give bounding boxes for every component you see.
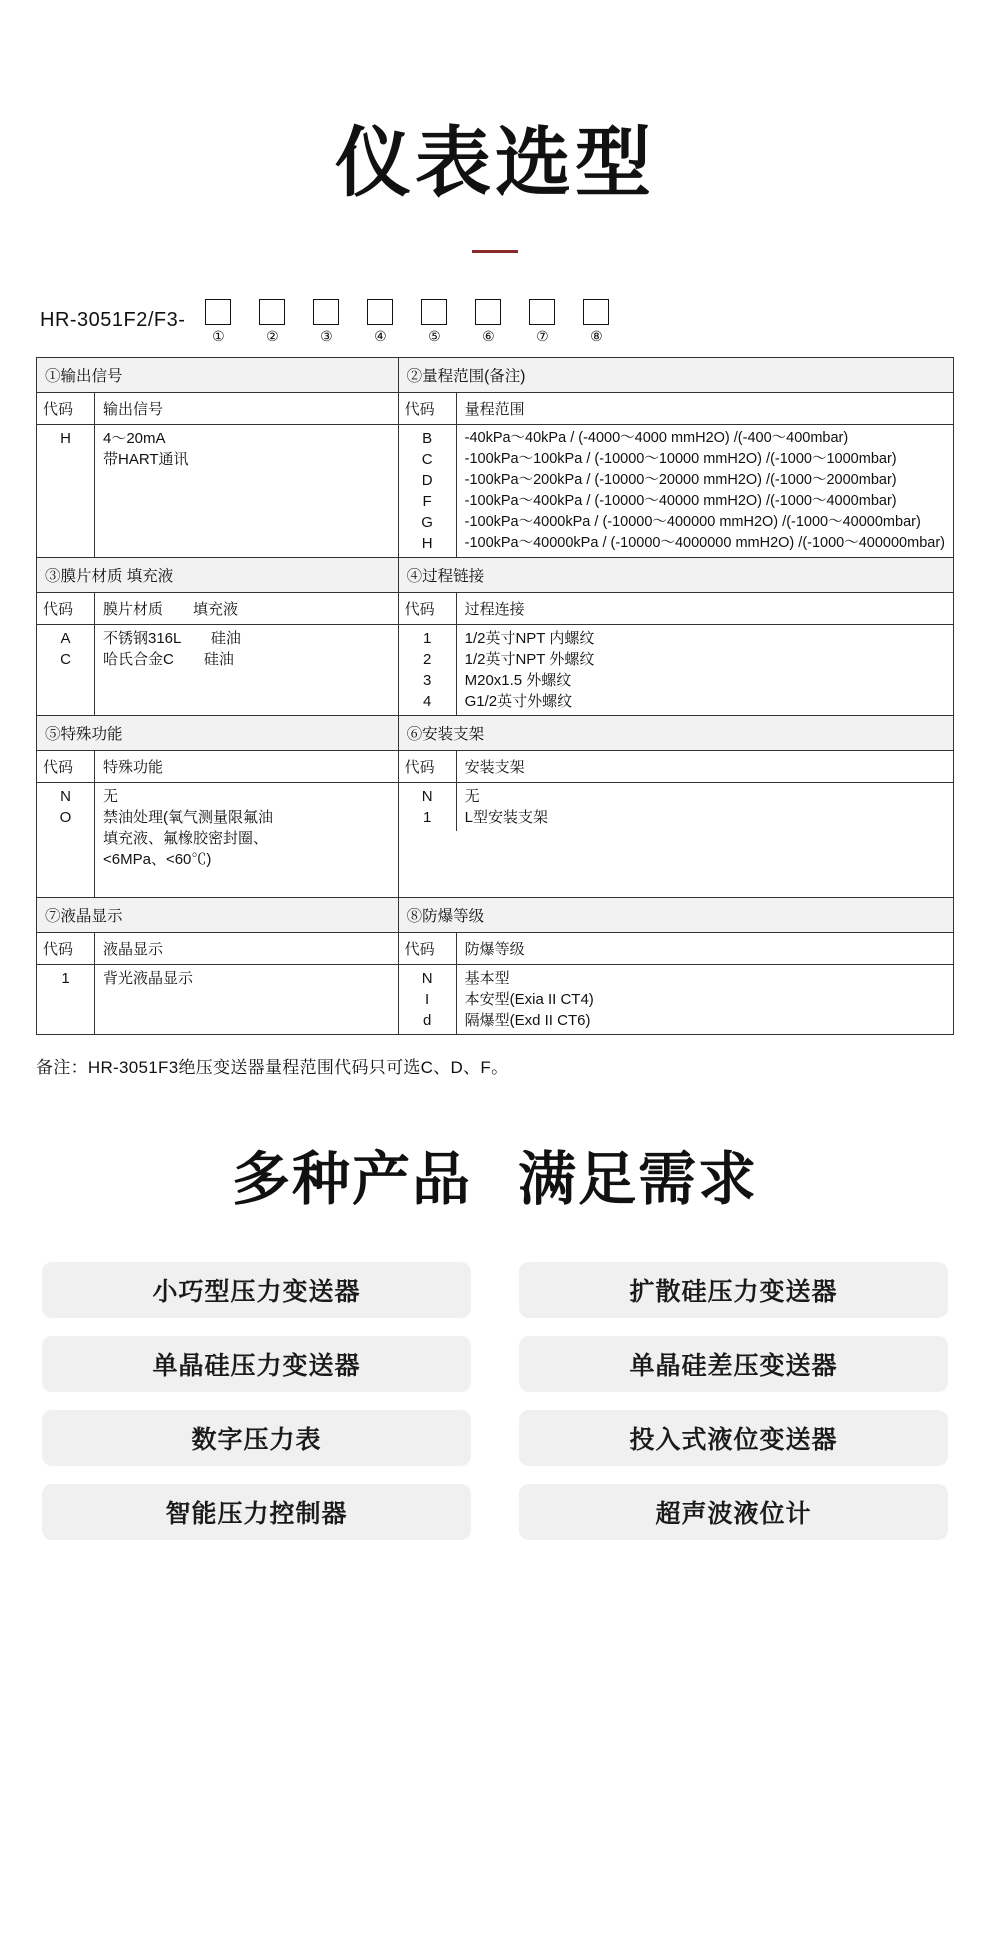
desc-line: 无 [103,787,119,805]
spec-desc [95,625,398,715]
spec-cell-lcd-display [37,897,399,1034]
desc-line: 隔爆型(Exd II CT6) [464,1011,591,1029]
code-line: O [59,808,72,826]
col-header-desc: 安装支架 [464,758,525,776]
column-headers [37,751,398,783]
model-box-4 [353,299,407,343]
spec-desc [457,425,953,557]
desc-line: 1/2英寸NPT 内螺纹 [464,629,595,647]
code-line: 1 [61,969,70,987]
product-button-1[interactable]: 小巧型压力变送器 [42,1262,471,1318]
product-button-8[interactable]: 超声波液位计 [519,1484,948,1540]
desc-line: 1/2英寸NPT 外螺纹 [464,650,595,668]
model-box-7 [515,299,569,343]
code-line: A [60,629,71,647]
table-note: 备注：HR-3051F3绝压变送器量程范围代码只可选C、D、F。 [36,1057,509,1077]
column-headers [399,751,953,783]
section-heading: ④过程链接 [399,558,953,593]
desc-line: L型安装支架 [464,808,548,826]
code-line: d [422,1011,432,1029]
column-headers [399,593,953,625]
product-button-6[interactable]: 投入式液位变送器 [519,1410,948,1466]
desc-line: 不锈钢316L 硅油 [103,629,241,647]
product-grid [36,1262,954,1540]
table-row [37,357,954,557]
spec-desc [457,625,953,715]
products-heading-left: 多种产品 [231,1146,472,1212]
code-line: 2 [422,650,432,668]
desc-line: 带HART通讯 [103,450,189,468]
table-row [37,715,954,897]
model-boxes [191,299,623,343]
model-marker: ③ [320,327,333,344]
spec-code [37,425,95,557]
model-box-1 [191,299,245,343]
code-line: 4 [422,692,432,710]
col-header-desc: 过程连接 [464,600,525,618]
code-line: N [421,787,433,805]
model-marker: ⑥ [482,327,495,344]
column-headers [37,933,398,965]
desc-line: -100kPa～40000kPa / (-10000～4000000 mmH2O) /(-1000～400000mbar) [464,534,945,551]
model-marker: ① [212,327,225,344]
model-marker: ④ [374,327,387,344]
desc-line: -100kPa～100kPa / (-10000～10000 mmH2O) /(-1000～1000mbar) [464,450,897,467]
code-line: B [422,429,433,447]
spec-row [399,965,953,1034]
model-marker: ⑦ [536,327,549,344]
desc-line: -100kPa～200kPa / (-10000～20000 mmH2O) /(-1000～2000mbar) [464,471,897,488]
col-header-desc: 输出信号 [103,400,164,418]
spec-desc [95,425,398,557]
spacer [103,470,390,554]
page-title: 仪表选型 [335,121,655,206]
desc-line: 基本型 [464,969,510,987]
model-box-8 [569,299,623,343]
col-header-desc: 特殊功能 [103,758,164,776]
selection-spec-table [36,357,954,1035]
col-header-code: 代码 [399,751,457,782]
section-heading: ⑦液晶显示 [37,898,398,933]
desc-line: 填充液、氟橡胶密封圈、 [103,829,269,847]
code-line: F [422,492,432,510]
spacer [103,989,390,1031]
spec-row [37,783,398,897]
spec-cell-range [398,357,953,557]
model-input-box[interactable] [313,299,339,325]
model-code-row [36,299,954,343]
section-heading: ①输出信号 [37,358,398,393]
code-line: H [421,534,433,552]
model-box-6 [461,299,515,343]
spec-cell-output-signal [37,357,399,557]
desc-line: 本安型(Exia II CT4) [464,990,594,1008]
spec-row [399,783,953,831]
model-input-box[interactable] [367,299,393,325]
spec-cell-explosion-proof [398,897,953,1034]
section-heading: ②量程范围(备注) [399,358,953,393]
section-heading: ③膜片材质 填充液 [37,558,398,593]
model-box-3 [299,299,353,343]
code-line: 3 [422,671,432,689]
products-heading [36,1132,954,1216]
desc-line: -100kPa～400kPa / (-10000～40000 mmH2O) /(-1000～4000mbar) [464,492,897,509]
model-box-2 [245,299,299,343]
column-headers [399,393,953,425]
col-header-code: 代码 [399,393,457,424]
product-button-7[interactable]: 智能压力控制器 [42,1484,471,1540]
spec-row [399,625,953,715]
section-heading: ⑤特殊功能 [37,716,398,751]
spec-cell-mounting-bracket [398,715,953,897]
model-input-box[interactable] [421,299,447,325]
products-heading-right: 满足需求 [518,1146,759,1212]
spec-cell-process-connection [398,557,953,715]
model-input-box[interactable] [475,299,501,325]
model-marker: ② [266,327,279,344]
spec-code [399,965,457,1034]
model-input-box[interactable] [259,299,285,325]
spec-code [399,783,457,831]
spec-row [37,425,398,557]
title-divider [472,250,518,253]
col-header-code: 代码 [399,593,457,624]
spec-desc [95,783,398,897]
spec-desc [95,965,398,1034]
col-header-code: 代码 [37,751,95,782]
column-headers [37,593,398,625]
product-button-4[interactable]: 单晶硅差压变送器 [519,1336,948,1392]
col-header-desc: 膜片材质 填充液 [103,600,239,618]
desc-line: 背光液晶显示 [103,969,194,987]
model-marker: ⑤ [428,327,441,344]
col-header-code: 代码 [37,933,95,964]
desc-line: G1/2英寸外螺纹 [464,692,573,710]
desc-line: M20x1.5 外螺纹 [464,671,572,689]
table-row [37,897,954,1034]
desc-line: 无 [464,787,480,805]
spec-code [37,783,95,897]
col-header-desc: 防爆等级 [464,940,525,958]
section-heading: ⑧防爆等级 [399,898,953,933]
desc-line: 4～20mA [103,429,166,447]
spec-code [37,965,95,1034]
bottom-spacer [36,1540,954,1630]
model-prefix: HR-3051F2/F3- [40,308,186,331]
spec-desc [457,965,953,1034]
model-input-box[interactable] [583,299,609,325]
col-header-desc: 液晶显示 [103,940,164,958]
spec-row [37,625,398,715]
model-box-5 [407,299,461,343]
spec-desc [457,783,953,831]
desc-line: -40kPa～40kPa / (-4000～4000 mmH2O) /(-400～400mbar) [464,429,849,446]
desc-line: 哈氏合金C 硅油 [103,650,234,668]
spec-code [399,625,457,715]
spec-code [37,625,95,715]
code-line: 1 [422,808,432,826]
code-line: C [421,450,433,468]
col-header-code: 代码 [37,393,95,424]
spacer [103,670,390,712]
code-line: 1 [422,629,432,647]
spec-cell-diaphragm [37,557,399,715]
code-line: G [421,513,433,531]
col-header-desc: 量程范围 [464,400,525,418]
product-button-2[interactable]: 扩散硅压力变送器 [519,1262,948,1318]
spec-row [37,965,398,1034]
product-button-3[interactable]: 单晶硅压力变送器 [42,1336,471,1392]
code-line: C [60,650,71,668]
product-button-5[interactable]: 数字压力表 [42,1410,471,1466]
model-marker: ⑧ [590,327,603,344]
code-line: N [421,969,433,987]
spec-code [399,425,457,557]
code-line: I [425,990,430,1008]
desc-line: -100kPa～4000kPa / (-10000～400000 mmH2O) /(-1000～40000mbar) [464,513,921,530]
col-header-code: 代码 [399,933,457,964]
spacer [103,870,390,894]
table-row [37,557,954,715]
column-headers [399,933,953,965]
desc-line: 禁油处理(氧气测量限氟油 [103,808,273,826]
section-heading: ⑥安装支架 [399,716,953,751]
model-input-box[interactable] [205,299,231,325]
model-input-box[interactable] [529,299,555,325]
column-headers [37,393,398,425]
col-header-code: 代码 [37,593,95,624]
code-line: N [60,787,71,805]
code-line: D [421,471,433,489]
desc-line: <6MPa、<60℃) [103,850,212,868]
code-line: H [60,429,71,447]
spec-row [399,425,953,557]
spec-cell-special-function [37,715,399,897]
